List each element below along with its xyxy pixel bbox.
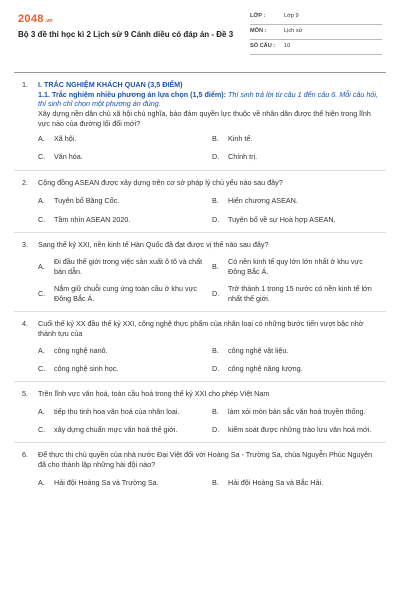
option-a[interactable] — [38, 406, 204, 417]
question-number: 4. — [22, 318, 28, 328]
document-header — [0, 0, 400, 66]
option-a[interactable] — [38, 134, 204, 145]
question-divider — [14, 442, 386, 443]
option-c[interactable] — [38, 363, 204, 374]
option-letter: D. — [212, 363, 220, 373]
option-a[interactable] — [38, 257, 204, 276]
meta-row-subject — [250, 25, 382, 40]
option-text: tiếp thu tinh hoa văn hoá của nhân loại. — [54, 406, 180, 416]
question-5 — [0, 389, 400, 435]
option-text: công nghệ vật liệu. — [228, 345, 289, 355]
option-letter: D. — [212, 424, 220, 434]
question-divider — [14, 232, 386, 233]
question-6 — [0, 450, 400, 488]
option-text: Tầm nhìn ASEAN 2020. — [54, 214, 131, 224]
option-text: Nắm giữ chuỗi cung ứng toàn cầu ở khu vực Đông Bắc Á. — [54, 284, 198, 304]
logo-suffix: .vn — [44, 18, 53, 24]
header-divider — [14, 72, 386, 73]
section-title: I. TRẮC NGHIỆM KHÁCH QUAN (3,5 ĐIỂM) — [38, 80, 183, 89]
option-text: xây dựng chuẩn mực văn hoá thế giới. — [54, 424, 178, 434]
option-letter: A. — [38, 345, 45, 355]
question-text: Trên lĩnh vực văn hoá, toàn cầu hoá trong thế kỷ XXI cho phép Việt Nam — [38, 389, 270, 399]
option-letter: C. — [38, 424, 46, 434]
exam-info-table — [250, 10, 382, 55]
option-text: công nghệ năng lượng. — [228, 363, 303, 373]
option-text: công nghệ sinh học. — [54, 363, 119, 373]
instruction-heading: 1.1. Trắc nghiệm nhiều phương án lựa chọn (1,5 điểm): — [38, 89, 227, 99]
option-text: Tuyên bố về sự Hoà hợp ASEAN. — [228, 214, 336, 224]
meta-row-class — [250, 10, 382, 25]
option-text: kiểm soát được những trào lưu văn hoá mới. — [228, 424, 372, 434]
option-letter: C. — [38, 289, 46, 299]
answer-options — [38, 478, 378, 489]
question-number: 1. — [22, 80, 28, 89]
answer-options — [38, 195, 378, 225]
meta-row-count — [250, 40, 382, 55]
option-text: Hiến chương ASEAN. — [228, 195, 298, 205]
question-number: 5. — [22, 389, 28, 399]
question-3 — [0, 240, 400, 304]
option-letter: A. — [38, 406, 45, 416]
meta-label: MÔN : — [250, 28, 267, 35]
question-text: Sang thế kỷ XXI, nền kinh tế Hàn Quốc đã đạt được vị thế nào sau đây? — [38, 240, 269, 250]
option-a[interactable] — [38, 478, 204, 489]
option-letter: C. — [38, 152, 46, 162]
question-1 — [0, 80, 400, 163]
question-number: 3. — [22, 240, 28, 250]
option-letter: B. — [212, 261, 219, 271]
option-letter: A. — [38, 478, 45, 488]
question-text: Để thực thi chủ quyền của nhà nước Đại Việt đối với Hoàng Sa - Trường Sa, chúa Nguyễn Phúc Nguyên đã cho thành lập những hải đội nào? — [38, 450, 373, 469]
option-a[interactable] — [38, 195, 204, 206]
meta-label: SỐ CÂU : — [250, 43, 276, 50]
option-text: Tuyên bố Băng Cốc. — [54, 195, 120, 205]
option-c[interactable] — [38, 424, 204, 435]
section-instructions — [38, 90, 378, 109]
option-text: Đi đầu thế giới trong việc sản xuất ô tô và chất bán dẫn. — [54, 257, 203, 276]
question-text: Xây dựng nền dân chủ xã hội chủ nghĩa, bảo đảm quyền lực thuộc về nhân dân được thể hiện trong lĩnh vực nào của đường lối đổi mới? — [38, 109, 371, 128]
option-text: Trở thành 1 trong 15 nước có nền kinh tế lớn nhất thế giới. — [228, 284, 372, 304]
option-text: công nghệ nanô. — [54, 345, 108, 355]
option-d[interactable] — [212, 284, 378, 303]
option-d[interactable] — [212, 152, 378, 163]
option-letter: B. — [212, 345, 219, 355]
question-text: Cuối thế kỷ XX đầu thế kỷ XXI, công nghệ thực phẩm của nhân loại có những bước tiến vượt bậc nhờ thành tựu của — [38, 318, 364, 338]
option-d[interactable] — [212, 363, 378, 374]
option-d[interactable] — [212, 424, 378, 435]
instruction-text: Thí sinh trả lời từ câu 1 đến câu 6. Mỗi câu hỏi, thí sinh chỉ chọn một phương án đúng. — [38, 89, 378, 109]
option-b[interactable] — [212, 195, 378, 206]
question-divider — [14, 311, 386, 312]
question-list — [0, 80, 400, 489]
option-letter: D. — [212, 152, 220, 162]
question-number: 6. — [22, 450, 28, 460]
option-letter: B. — [212, 406, 219, 416]
option-letter: A. — [38, 261, 45, 271]
site-logo[interactable] — [18, 12, 53, 27]
question-text: Cộng đồng ASEAN được xây dựng trên cơ sở pháp lý chủ yếu nào sau đây? — [38, 177, 283, 187]
option-letter: B. — [212, 478, 219, 488]
question-divider — [14, 170, 386, 171]
option-letter: C. — [38, 363, 46, 373]
answer-options — [38, 134, 378, 163]
option-b[interactable] — [212, 257, 378, 276]
option-a[interactable] — [38, 345, 204, 356]
option-letter: D. — [212, 289, 220, 299]
answer-options — [38, 257, 378, 304]
logo-text: 2048 — [18, 13, 44, 25]
option-b[interactable] — [212, 478, 378, 489]
question-2 — [0, 178, 400, 226]
option-letter: D. — [212, 214, 220, 224]
option-text: Văn hóa. — [54, 152, 83, 162]
option-b[interactable] — [212, 345, 378, 356]
question-4 — [0, 319, 400, 374]
option-text: làm xói mòn bản sắc văn hoá truyền thống. — [228, 406, 366, 416]
option-text: Có nền kinh tế quy lớn lớn nhất ở khu vực Đông Bắc Á. — [228, 257, 363, 276]
option-text: Hải đội Hoàng Sa và Trường Sa. — [54, 478, 159, 488]
option-b[interactable] — [212, 406, 378, 417]
option-c[interactable] — [38, 214, 204, 225]
option-text: Kinh tế. — [228, 134, 253, 144]
option-c[interactable] — [38, 152, 204, 163]
option-letter: B. — [212, 195, 219, 205]
meta-value: Lịch sử — [284, 28, 303, 35]
option-text: Xã hội. — [54, 134, 77, 144]
option-letter: A. — [38, 195, 45, 205]
answer-options — [38, 406, 378, 435]
option-text: Chính trị. — [228, 152, 258, 162]
option-letter: B. — [212, 134, 219, 144]
meta-value: Lớp 9 — [284, 13, 299, 20]
question-number: 2. — [22, 177, 28, 187]
option-letter: A. — [38, 134, 45, 144]
meta-value: 10 — [284, 43, 291, 50]
option-text: Hải đội Hoàng Sa và Bắc Hải. — [228, 478, 324, 488]
option-b[interactable] — [212, 134, 378, 145]
option-d[interactable] — [212, 214, 378, 225]
question-divider — [14, 381, 386, 382]
option-c[interactable] — [38, 284, 204, 303]
answer-options — [38, 345, 378, 374]
option-letter: C. — [38, 214, 46, 224]
document-title: Bộ 3 đề thi học kì 2 Lịch sử 9 Cánh diều có đáp án - Đề 3 — [18, 30, 234, 39]
meta-label: LỚP : — [250, 13, 266, 20]
